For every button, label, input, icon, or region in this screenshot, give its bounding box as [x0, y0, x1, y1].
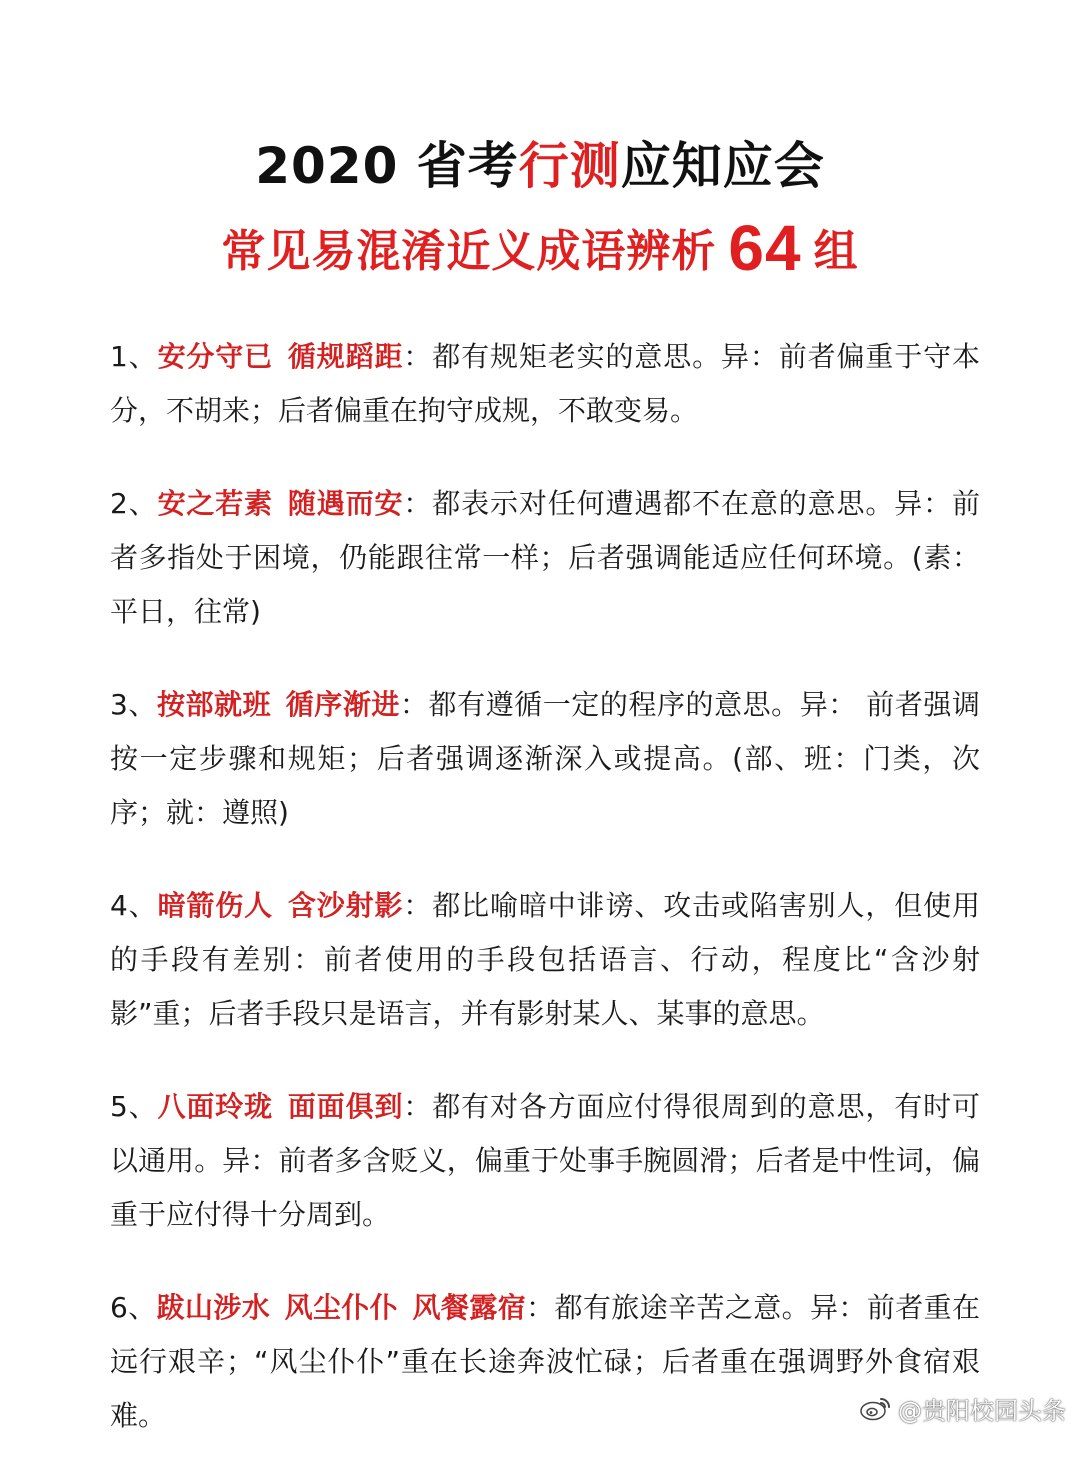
entry-term: 含沙射影	[287, 889, 404, 922]
entry-term: 循序渐进	[285, 688, 400, 721]
entry-text: ：都比喻暗中诽谤、攻击或陷害别人，但使用的手段有差别：前者使用的手段包括语言、行动，程度比“含沙射影”重；后者手段只是语言，并有影射某人、某事的意思。	[110, 889, 980, 1030]
entry-index: 4、	[110, 889, 158, 922]
subtitle-number: 64	[728, 212, 802, 284]
entry-term: 按部就班	[156, 688, 272, 721]
title-suffix: 应知应会	[620, 137, 825, 195]
entry-index: 6、	[110, 1291, 157, 1324]
entry-text: ：都表示对任何遭遇都不在意的意思。异：前者多指处于困境，仍能跟往常一样；后者强调能适应任何环境。(素：平日，往常)	[110, 487, 980, 628]
page-subtitle	[0, 208, 1080, 292]
entry-term: 跋山涉水	[156, 1291, 271, 1324]
entry-term: 随遇而安	[287, 487, 404, 520]
subtitle-suffix: 组	[813, 226, 859, 277]
entry-term: 风尘仆仆	[284, 1291, 399, 1324]
list-item	[110, 330, 980, 438]
title-prefix: 2020 省考	[255, 137, 519, 195]
entry-index: 5、	[110, 1090, 158, 1123]
entry-term: 暗箭伤人	[157, 889, 274, 922]
list-item	[110, 879, 980, 1041]
entry-term: 安之若素	[157, 487, 274, 520]
entry-term: 面面俱到	[287, 1090, 404, 1123]
entry-index: 1、	[110, 340, 158, 373]
list-item	[110, 1281, 980, 1443]
entry-text: ：都有对各方面应付得很周到的意思，有时可以通用。异：前者多含贬义，偏重于处事手腕圆滑；后者是中性词，偏重于应付得十分周到。	[110, 1090, 980, 1231]
entry-term: 循规蹈距	[287, 340, 404, 373]
entry-index: 2、	[110, 487, 158, 520]
list-item	[110, 1080, 980, 1242]
title-block	[0, 128, 1080, 292]
page-title	[0, 128, 1080, 204]
list-item	[110, 678, 980, 840]
title-accent: 行测	[518, 137, 621, 195]
subtitle-prefix: 常见易混淆近义成语辨析	[221, 226, 717, 277]
watermark	[860, 1388, 1066, 1428]
entry-text: ：都有旅途辛苦之意。异：前者重在远行艰辛；“风尘仆仆”重在长途奔波忙碌；后者重在强调野外食宿艰难。	[110, 1291, 980, 1432]
entry-term: 风餐露宿	[412, 1291, 527, 1324]
watermark-text: @贵阳校园头条	[898, 1396, 1066, 1425]
entry-text: ：都有遵循一定的程序的意思。异： 前者强调按一定步骤和规矩；后者强调逐渐深入或提高。(部、班：门类，次序；就：遵照)	[110, 688, 980, 829]
list-item	[110, 477, 980, 639]
entry-index: 3、	[110, 688, 157, 721]
weibo-logo-icon	[860, 1394, 892, 1422]
entry-list	[110, 330, 980, 1482]
entry-term: 安分守已	[157, 340, 274, 373]
entry-text: ：都有规矩老实的意思。异：前者偏重于守本分，不胡来；后者偏重在拘守成规，不敢变易。	[110, 340, 980, 427]
entry-term: 八面玲珑	[157, 1090, 274, 1123]
